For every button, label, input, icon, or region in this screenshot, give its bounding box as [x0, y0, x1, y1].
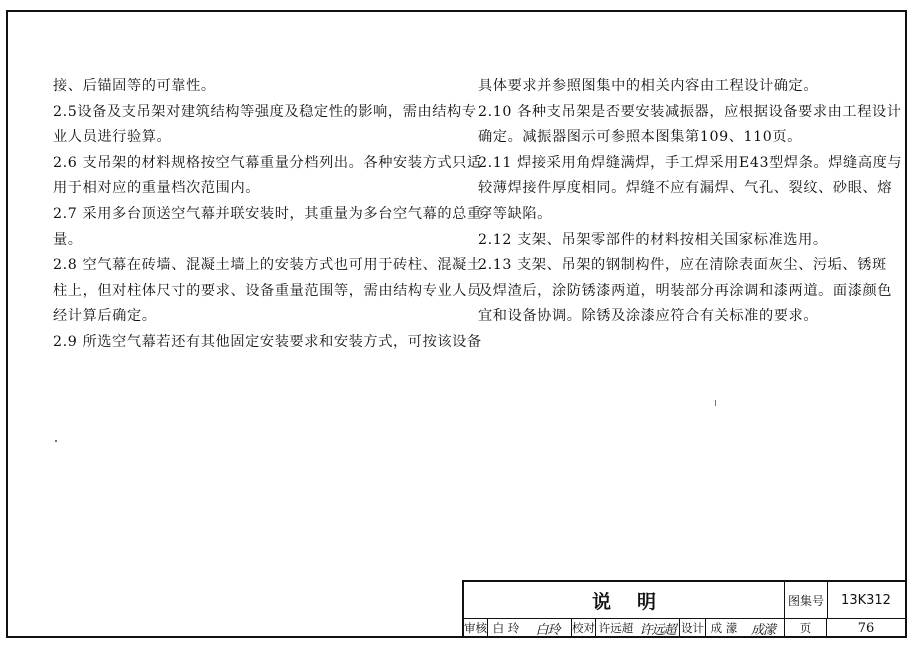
note-line: 2.6 支吊架的材料规格按空气幕重量分档列出。各种安装方式只适	[53, 154, 482, 171]
note-line: 2.13 支架、吊架的钢制构件，应在清除表面灰尘、污垢、锈斑	[478, 257, 887, 274]
checker-signature: 许远超	[636, 618, 680, 638]
drawing-title: 说明	[464, 582, 785, 618]
scan-speck	[55, 440, 57, 442]
title-block-top-row	[464, 582, 905, 619]
checker-name: 许远超	[598, 621, 634, 635]
page-label: 页	[785, 618, 827, 638]
review-label: 审核	[464, 618, 488, 638]
title-block-signature-row	[464, 618, 905, 638]
note-line: 用于相对应的重量档次范围内。	[53, 180, 261, 197]
scan-mark	[715, 400, 716, 406]
note-line: 业人员进行验算。	[53, 129, 172, 146]
note-line: 及焊渣后，涂防锈漆两道，明装部分再涂调和漆两道。面漆颜色	[478, 282, 893, 299]
note-line: 经计算后确定。	[53, 308, 157, 325]
note-line: 2.8 空气幕在砖墙、混凝土墙上的安装方式也可用于砖柱、混凝土	[53, 257, 482, 274]
note-line: 量。	[53, 231, 83, 248]
atlas-number: 13K312	[841, 592, 891, 608]
reviewer-signature: 白玲	[524, 618, 572, 638]
note-line: 2.10 各种支吊架是否要安装减振器，应根据设备要求由工程设计	[478, 103, 902, 120]
note-line: 较薄焊接件厚度相同。焊缝不应有漏焊、气孔、裂纹、砂眼、熔	[478, 180, 893, 197]
designer-name: 成 濛	[710, 621, 738, 635]
atlas-number-label: 图集号	[785, 582, 828, 618]
note-line: 柱上，但对柱体尺寸的要求、设备重量范围等，需由结构专业人员	[53, 282, 482, 299]
note-line: 2.5设备及支吊架对建筑结构等强度及稳定性的影响，需由结构专	[53, 103, 477, 120]
note-line: 穿等缺陷。	[478, 205, 552, 222]
note-line: 接、后锚固等的可靠性。	[53, 78, 216, 94]
check-label: 校对	[572, 618, 596, 638]
design-label: 设计	[680, 618, 706, 638]
title-block	[462, 580, 907, 638]
note-line: 确定。减振器图示可参照本图集第109、110页。	[478, 129, 802, 146]
note-line: 2.9 所选空气幕若还有其他固定安装要求和安装方式，可按该设备	[53, 333, 482, 350]
reviewer-name: 白 玲	[492, 621, 520, 635]
designer-signature: 成濛	[742, 618, 785, 638]
note-line: 2.7 采用多台顶送空气幕并联安装时，其重量为多台空气幕的总重	[53, 205, 482, 222]
note-line: 具体要求并参照图集中的相关内容由工程设计确定。	[478, 78, 819, 94]
note-line: 2.11 焊接采用角焊缝满焊，手工焊采用E43型焊条。焊缝高度与	[478, 154, 903, 171]
notes-right-column	[478, 74, 903, 330]
note-line: 2.12 支架、吊架零部件的材料按相关国家标准选用。	[478, 231, 828, 248]
page-number: 76	[857, 620, 875, 636]
note-line: 宜和设备协调。除锈及涂漆应符合有关标准的要求。	[478, 308, 819, 325]
notes-left-column	[53, 74, 482, 356]
